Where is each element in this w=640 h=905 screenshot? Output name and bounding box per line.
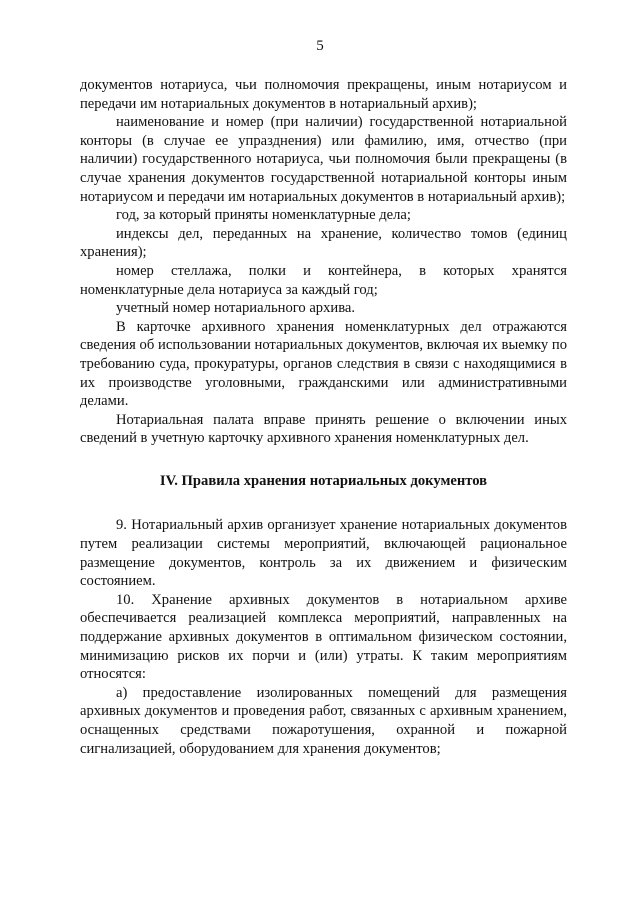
paragraph-item-9: 9. Нотариальный архив организует хранение нотариальных документов путем реализации системы мероприятий, включающей рациональное размещение документов, контроль за их движением и физическим состоянием.	[80, 517, 567, 590]
paragraph-item-10: 10. Хранение архивных документов в нотариальном архиве обеспечивается реализацией комплекса мероприятий, направленных на поддержание архивных документов в оптимальном физическом состоянии, минимизацию рисков их порчи и (или) утраты. К таким мероприятиям относятся:	[80, 591, 567, 683]
page-number: 5	[316, 38, 324, 54]
section-title: IV. Правила хранения нотариальных документов	[159, 472, 488, 489]
paragraph-year: год, за который приняты номенклатурные дела;	[116, 207, 411, 224]
paragraph-usage-info: В карточке архивного хранения номенклатурных дел отражаются сведения об использовании нотариальных документов, включая их выемку по требованию суда, прокуратуры, органов следствия в связи с находящимися в их производстве уголовными, гражданскими или административными делами.	[80, 318, 567, 410]
paragraph-chamber-decision: Нотариальная палата вправе принять решение о включении иных сведений в учетную карточку архивного хранения номенклатурных дел.	[80, 411, 567, 447]
paragraph-rack-number: номер стеллажа, полки и контейнера, в которых хранятся номенклатурные дела нотариуса за каждый год;	[80, 262, 567, 298]
paragraph-indexes: индексы дел, переданных на хранение, количество томов (единиц хранения);	[80, 225, 567, 261]
document-body	[80, 76, 567, 758]
paragraph-archive-number: учетный номер нотариального архива.	[116, 300, 356, 317]
paragraph-item-10a: а) предоставление изолированных помещений для размещения архивных документов и проведения работ, связанных с архивным хранением, оснащенных средствами пожаротушения, охранной и пожарной сигнализацией, оборудованием для хранения документов;	[80, 684, 567, 757]
paragraph-continuation: документов нотариуса, чьи полномочия прекращены, иным нотариусом и передачи им нотариальных документов в нотариальный архив);	[80, 77, 567, 112]
paragraph-office-name: наименование и номер (при наличии) государственной нотариальной конторы (в случае ее упразднения) или фамилию, имя, отчество (при наличии) государственного нотариуса, чьи полномочия были прекращены (в случае хранения документов государственной нотариальной конторы иным нотариусом и передачи им нотариальных документов в нотариальный архив);	[80, 114, 567, 205]
